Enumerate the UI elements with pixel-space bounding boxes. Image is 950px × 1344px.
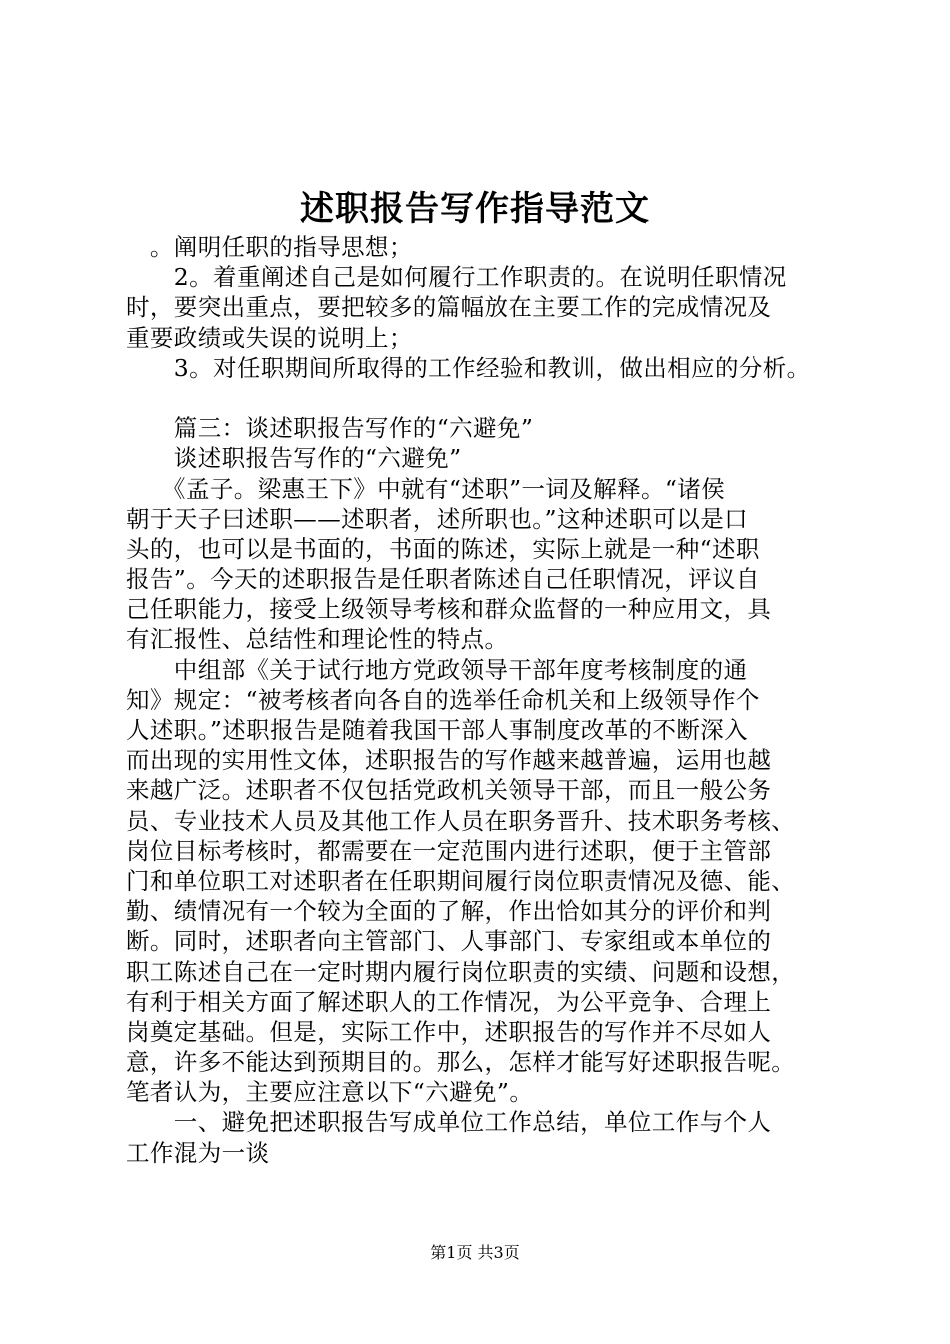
text-line: 己任职能力，接受上级领导考核和群众监督的一种应用文，具	[126, 595, 772, 624]
document-body	[126, 232, 836, 1168]
text-line: 勤、绩情况有一个较为全面的了解，作出恰如其分的评价和判	[126, 897, 772, 926]
document-title: 述职报告写作指导范文	[300, 189, 650, 229]
section-heading: 篇三：谈述职报告写作的“六避免”	[126, 414, 534, 443]
text-line: 有利于相关方面了解述职人的工作情况，为公平竞争、合理上	[126, 987, 772, 1016]
text-line: 岗奠定基础。但是，实际工作中，述职报告的写作并不尽如人	[126, 1017, 772, 1046]
text-line: 重要政绩或失误的说明上；	[126, 323, 413, 352]
text-line: 中组部《关于试行地方党政领导干部年度考核制度的通	[126, 655, 748, 684]
text-line: 时，要突出重点，要把较多的篇幅放在主要工作的完成情况及	[126, 293, 772, 322]
text-line: 断。同时，述职者向主管部门、人事部门、专家组或本单位的	[126, 927, 772, 956]
text-line: 人述职。”述职报告是随着我国干部人事制度改革的不断深入	[126, 716, 749, 744]
text-line: 3。对任职期间所取得的工作经验和教训，做出相应的分析。	[126, 353, 811, 382]
text-line: 笔者认为，主要应注意以下“六避免”。	[126, 1078, 534, 1107]
text-line: 朝于天子曰述职——述职者，述所职也。”这种述职可以是口	[126, 504, 749, 533]
text-line: 2。着重阐述自己是如何履行工作职责的。在说明任职情况	[126, 263, 787, 292]
text-line: 有汇报性、总结性和理论性的特点。	[126, 625, 509, 654]
text-line: 意，许多不能达到预期目的。那么，怎样才能写好述职报告呢。	[126, 1048, 796, 1077]
text-line: 员、专业技术人员及其他工作人员在职务晋升、技术职务考核、	[126, 806, 796, 835]
text-line: 知》规定：“被考核者向各自的选举任命机关和上级领导作个	[126, 685, 760, 714]
page-number-footer: 第1页 共3页	[430, 1243, 520, 1262]
text-line: 而出现的实用性文体，述职报告的写作越来越普遍，运用也越	[126, 746, 772, 775]
text-line: 职工陈述自己在一定时期内履行岗位职责的实绩、问题和设想，	[126, 957, 796, 986]
section-subtitle: 谈述职报告写作的“六避免”	[126, 444, 462, 473]
text-line: 。阐明任职的指导思想；	[126, 233, 413, 261]
text-line: 来越广泛。述职者不仅包括党政机关领导干部，而且一般公务	[126, 776, 772, 805]
text-line: 一、避免把述职报告写成单位工作总结，单位工作与个人	[126, 1108, 772, 1137]
text-line: 报告”。今天的述职报告是任职者陈述自己任职情况，评议自	[126, 565, 760, 594]
text-line: 《孟子。梁惠王下》中就有“述职”一词及解释。“诸侯	[126, 474, 726, 503]
text-line: 头的，也可以是书面的，书面的陈述，实际上就是一种“述职	[126, 534, 760, 563]
text-line: 门和单位职工对述职者在任职期间履行岗位职责情况及德、能、	[126, 866, 796, 895]
text-line: 岗位目标考核时，都需要在一定范围内进行述职，便于主管部	[126, 836, 772, 865]
text-line: 工作混为一谈	[126, 1138, 270, 1167]
blank-line	[126, 383, 836, 413]
